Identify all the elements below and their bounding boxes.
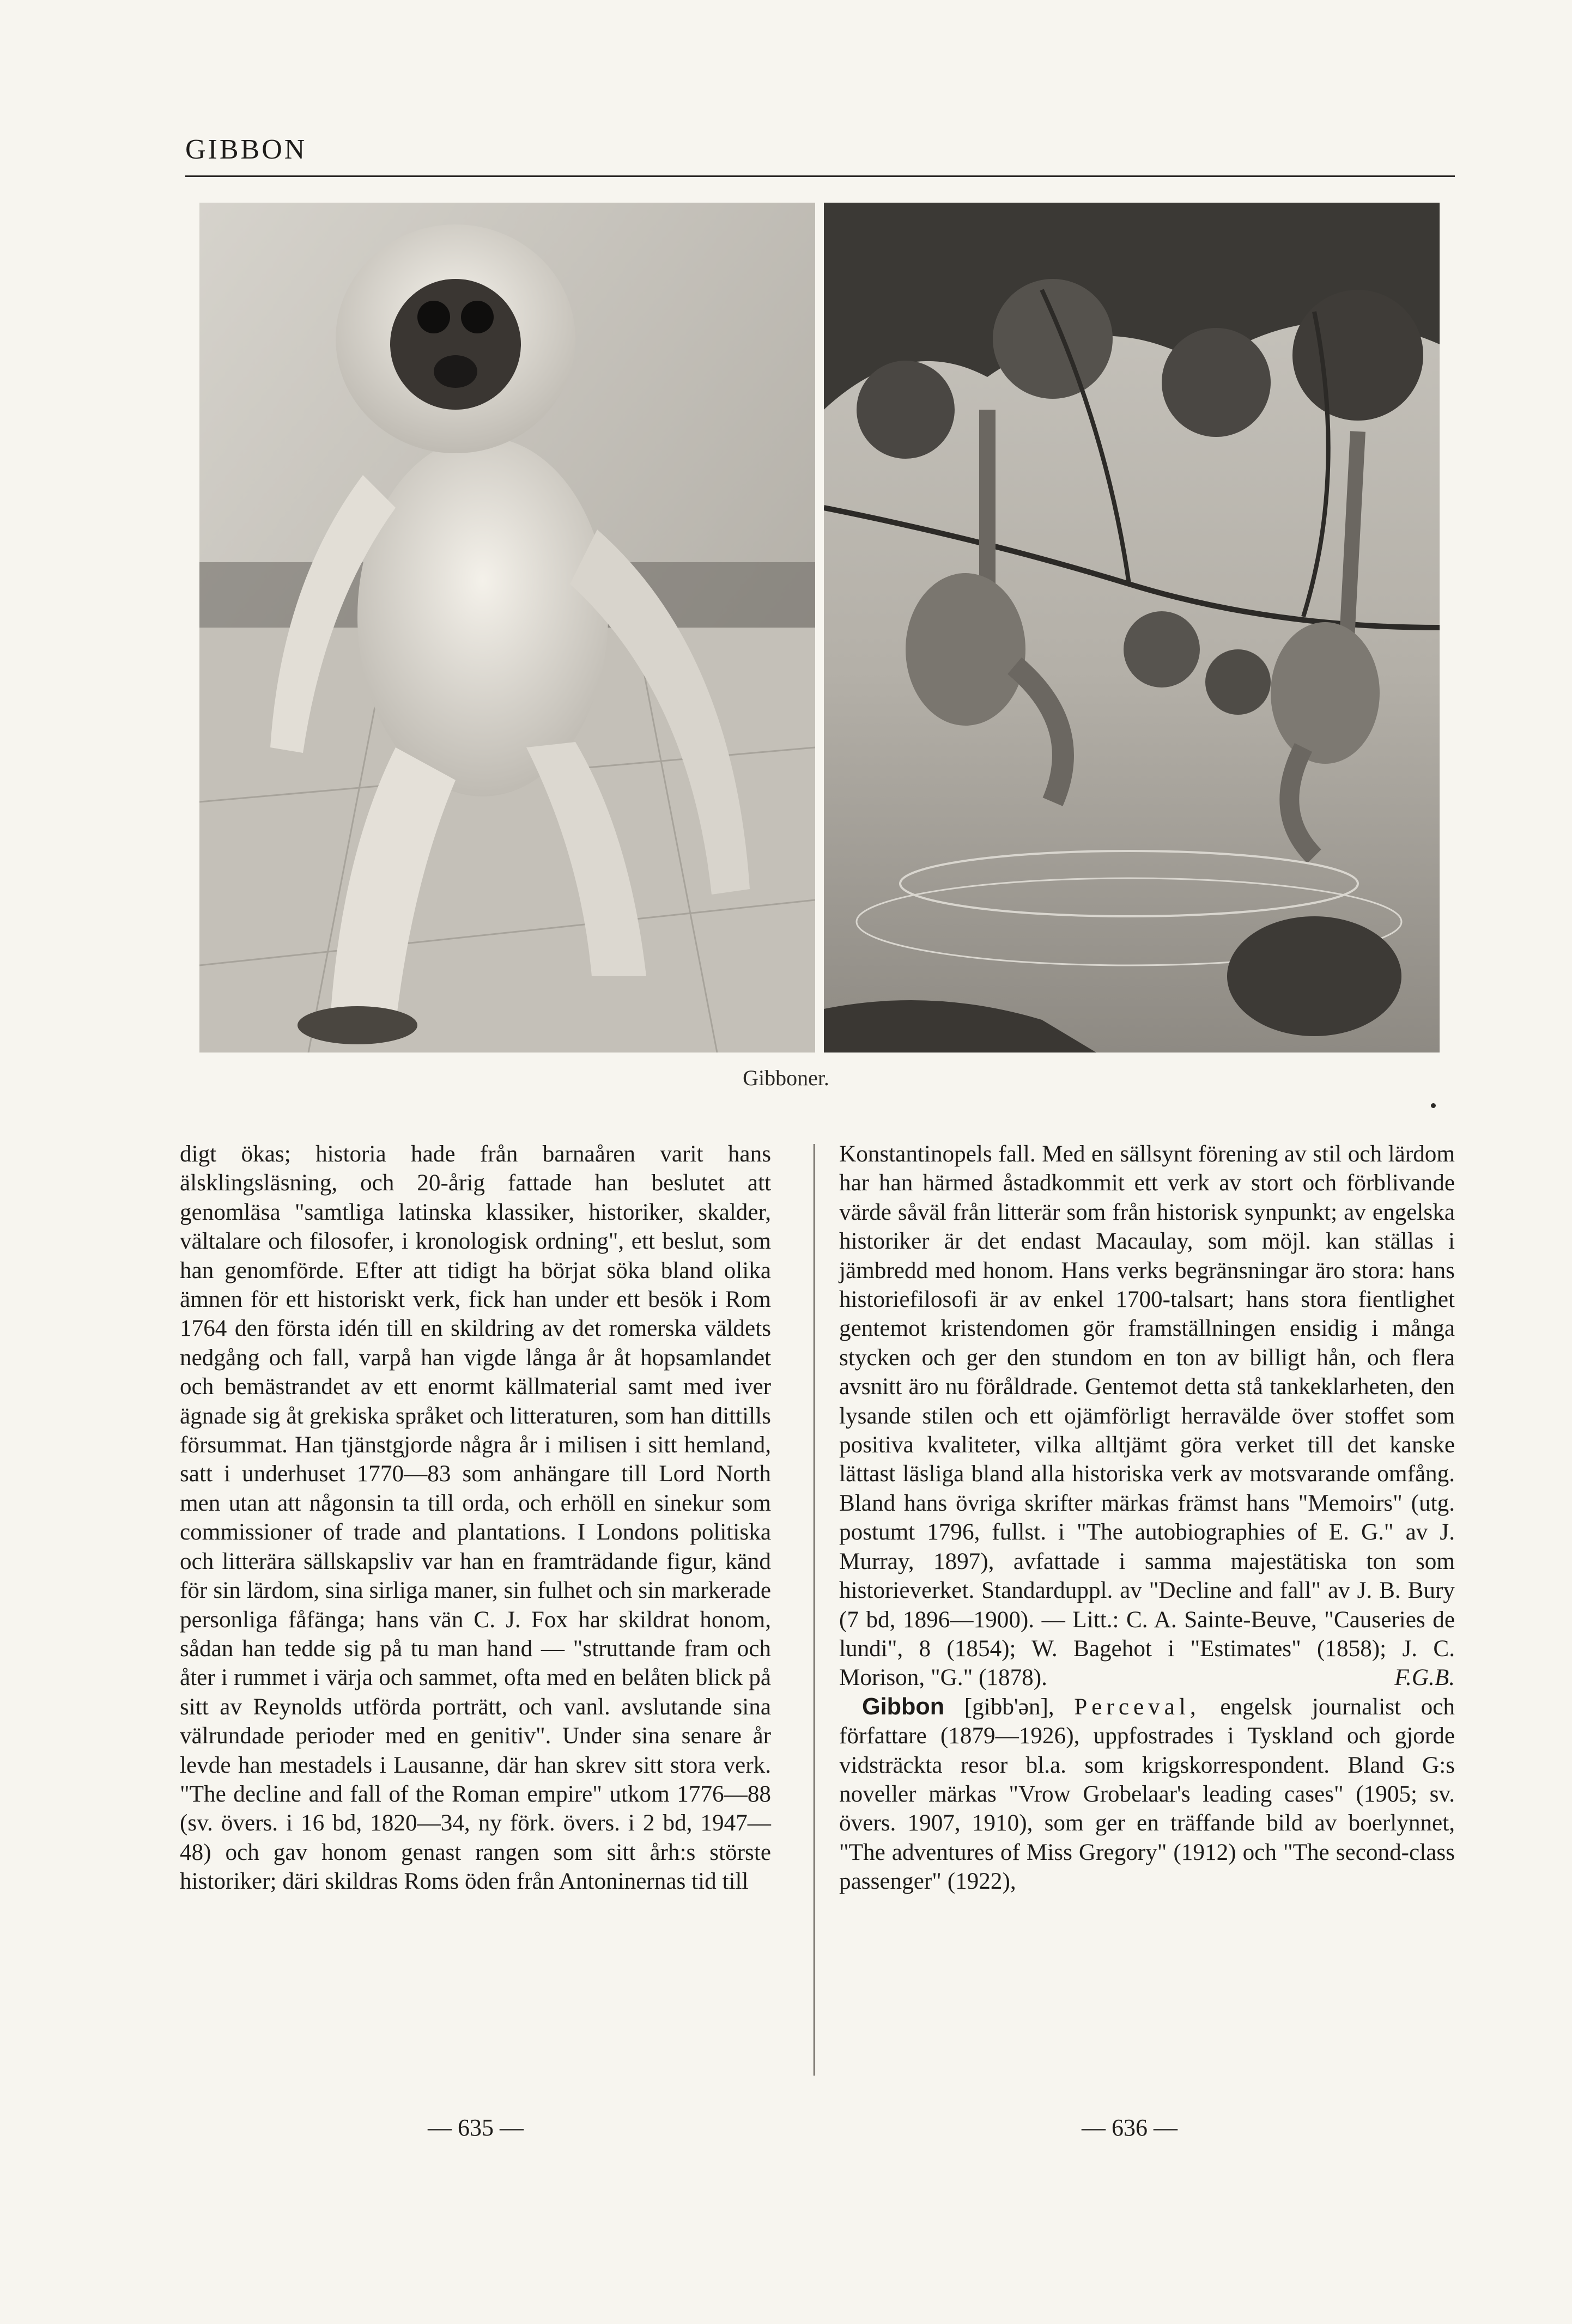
left-column <box>180 1140 771 1896</box>
running-head: GIBBON <box>185 134 307 165</box>
gibbons-hanging-photo <box>824 203 1440 1053</box>
left-column-text: digt ökas; historia hade från barnaåren varit hans älsklingsläsning, och 20-årig fattade han beslutet att genomläsa "samtliga latinska klassiker, historiker, skalder, vältalare och filosofer, i kronologisk ordning", ett beslut, som han genomförde. Efter att tidigt ha börjat söka bland olika ämnen för ett historiskt verk, fick han under ett besök i Rom 1764 den första idén till en skildring av det romerska väldets nedgång och fall, varpå han vigde långa år åt hopsamlandet och bemästrandet av ett enormt källmaterial samt med iver ägnade sig åt grekiska språket och litteraturen, som han dittills försummat. Han tjänstgjorde några år i milisen i sitt hemland, satt i underhuset 1770—83 som anhängare till Lord North men utan att någonsin ta till orda, och erhöll en sinekur som commissioner of trade and plantations. I Londons politiska och litterära sällskapsliv var han en framträdande figur, känd för sin lärdom, sina sirliga maner, sin fulhet och sin markerade personliga fåfänga; hans vän C. J. Fox har skildrat honom, sådan han tedde sig på tu man hand — "struttande fram och åter i rummet i värja och sammet, ofta med en belåten blick på sitt av Reynolds utförda porträtt, och vanl. avslutande sina välrundade perioder med en genitiv". Under sina senare år levde han mestadels i Lausanne, där han skrev sitt stora verk. "The decline and fall of the Roman empire" utkom 1776—88 (sv. övers. i 16 bd, 1820—34, ny förk. övers. i 2 bd, 1947—48) och gav honom genast rangen som sitt årh:s störste historiker; däri skildras Roms öden från Antoninernas tid till <box>180 1141 771 1895</box>
page-number-left: — 635 — <box>428 2114 524 2141</box>
ink-dot <box>1431 1103 1436 1108</box>
figure-caption: Gibboner. <box>743 1066 829 1090</box>
gibbon-perceval-entry <box>839 1693 1455 1896</box>
page-number-right: — 636 — <box>1082 2114 1178 2141</box>
right-column <box>839 1140 1455 1896</box>
entry-lemma: Gibbon <box>862 1693 945 1720</box>
gibbon-standing-image <box>199 203 815 1053</box>
entry-body-text: engelsk journalist och författare (1879—1926), uppfostrades i Tyskland och gjorde vidsträckta resor bl.a. som krigskorrespondent. Bland G:s noveller märkas "Vrow Grobelaar's leading cases" (1905; sv. övers. 1907, 1910), som ger en träffande bild av boerlynnet, "The adventures of Miss Gregory" (1912) och "The second-class passenger" (1922), <box>839 1694 1455 1895</box>
gibbons-hanging-image <box>824 203 1440 1053</box>
header-rule <box>185 175 1455 177</box>
right-para1-text: Konstantinopels fall. Med en sällsynt förening av stil och lärdom har han härmed åstadkommit ett verk av stort och förblivande värde såväl från litterär som från historisk synpunkt; av engelska historiker är det endast Macaulay, som möjl. kan ställas i jämbredd med honom. Hans verks begränsningar äro stora: hans historiefilosofi är av enkel 1700-talsart; hans stora fientlighet gentemot kristendomen gör framställningen ensidig i många stycken och ger den stundom en ton av billigt hån, och flera avsnitt äro nu föråldrade. Gentemot detta stå tankeklarheten, den lysande stilen och ett ojämförligt herravälde över stoffet som positiva kvaliteter, vilka alltjämt göra verket till det kanske lättast läsliga bland alla historiska verk av motsvarande omfång. Bland hans övriga skrifter märkas främst hans "Memoirs" (utg. postumt 1796, fullst. i "The autobiographies of E. G." av J. Murray, 1897), avfattade i samma majestätiska ton som historieverket. Standarduppl. av "Decline and fall" av J. B. Bury (7 bd, 1896—1900). — Litt.: C. A. Sainte-Beuve, "Causeries de lundi", 8 (1854); W. Bagehot i "Estimates" (1858); J. C. Morison, "G." (1878). <box>839 1141 1455 1691</box>
author-signature: F.G.B. <box>1394 1665 1455 1691</box>
entry-first-name: Perceval, <box>1074 1694 1200 1720</box>
entry-pronunciation: [gibb'ən], <box>964 1694 1054 1720</box>
gibbon-edward-continuation <box>839 1140 1455 1693</box>
column-divider <box>814 1144 815 2076</box>
gibbon-standing-photo <box>199 203 815 1053</box>
